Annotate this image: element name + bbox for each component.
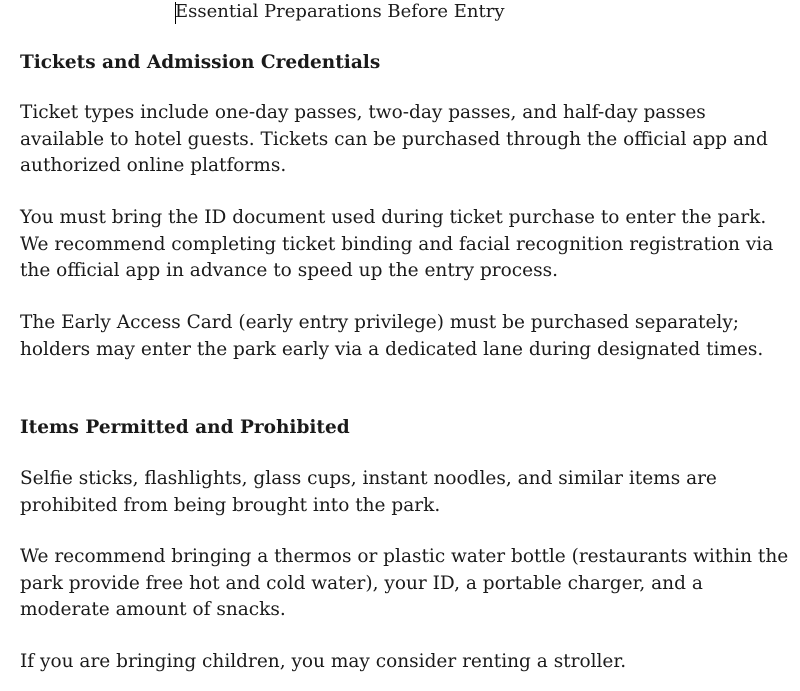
paragraph-children-stroller: If you are bringing children, you may consider renting a stroller.	[20, 651, 627, 672]
document-title-area	[175, 0, 595, 26]
section-heading-tickets: Tickets and Admission Credentials	[20, 52, 381, 73]
document-title: Essential Preparations Before Entry	[175, 1, 505, 22]
paragraph-ticket-types: Ticket types include one-day passes, two-day passes, and half-day passes available to hotel guests. Tickets can be purchased through the official app and authorized online platforms.	[20, 102, 768, 176]
paragraph-early-access: The Early Access Card (early entry privilege) must be purchased separately; holders may enter the park early via a dedicated lane during designated times.	[20, 312, 764, 360]
paragraph-prohibited-items: Selfie sticks, flashlights, glass cups, instant noodles, and similar items are prohibited from being brought into the park.	[20, 468, 717, 516]
paragraph-recommended-items: We recommend bringing a thermos or plastic water bottle (restaurants within the park provide free hot and cold water), your ID, a portable charger, and a moderate amount of snacks.	[20, 546, 789, 620]
paragraph-id-requirement: You must bring the ID document used during ticket purchase to enter the park. We recommend completing ticket binding and facial recognition registration via the official app in advance to speed up the entry process.	[20, 207, 774, 281]
section-heading-items: Items Permitted and Prohibited	[20, 417, 350, 438]
